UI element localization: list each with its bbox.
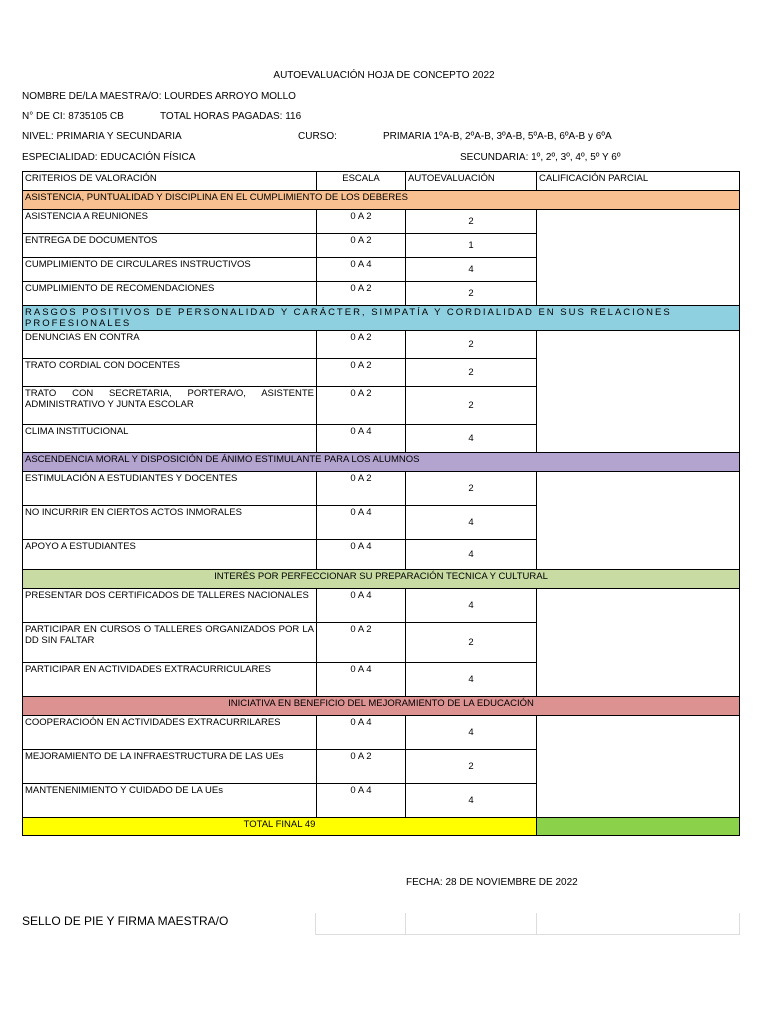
criterio-cell: MANTENENIMIENTO Y CUIDADO DE LA UEs [23, 784, 317, 818]
signature-cell [405, 913, 537, 935]
autoevaluacion-cell: 2 [406, 282, 537, 306]
criterio-cell: NO INCURRIR EN CIERTOS ACTOS INMORALES [23, 506, 317, 540]
autoevaluacion-cell: 4 [406, 589, 537, 623]
section-title: RASGOS POSITIVOS DE PERSONALIDAD Y CARÁCTER, SIMPATÍA Y CORDIALIDAD EN SUS RELACIONES PROFESIONALES [23, 306, 740, 331]
course-label: CURSO: [298, 131, 337, 142]
escala-cell: 0 A 2 [317, 387, 406, 425]
criterio-cell: PARTICIPAR EN CURSOS O TALLERES ORGANIZADOS POR LA DD SIN FALTAR [23, 623, 317, 663]
criterio-cell: DENUNCIAS EN CONTRA [23, 331, 317, 359]
table-row [23, 716, 740, 750]
section-header-row [23, 191, 740, 210]
table-row [23, 589, 740, 623]
criterio-cell: CUMPLIMIENTO DE RECOMENDACIONES [23, 282, 317, 306]
header-escala: ESCALA [317, 172, 406, 191]
escala-cell: 0 A 4 [317, 506, 406, 540]
escala-cell: 0 A 4 [317, 258, 406, 282]
section-title: INTERÉS POR PERFECCIONAR SU PREPARACIÓN TECNICA Y CULTURAL [23, 570, 740, 589]
autoevaluacion-cell: 2 [406, 331, 537, 359]
autoevaluacion-cell: 2 [406, 387, 537, 425]
table-row [23, 210, 740, 234]
total-final: TOTAL FINAL 49 [23, 818, 537, 836]
autoevaluacion-cell: 2 [406, 359, 537, 387]
escala-cell: 0 A 4 [317, 540, 406, 570]
autoevaluacion-cell: 2 [406, 623, 537, 663]
escala-cell: 0 A 4 [317, 589, 406, 623]
section-title: INICIATIVA EN BENEFICIO DEL MEJORAMIENTO DE LA EDUCACIÓN [23, 697, 740, 716]
header-calificacion: CALIFICACIÓN PARCIAL [537, 172, 740, 191]
calificacion-parcial-cell [537, 331, 740, 453]
signature-cell [536, 913, 740, 935]
autoevaluacion-cell: 4 [406, 663, 537, 697]
escala-cell: 0 A 2 [317, 623, 406, 663]
section-header-row [23, 697, 740, 716]
criterio-cell: PRESENTAR DOS CERTIFICADOS DE TALLERES NACIONALES [23, 589, 317, 623]
calificacion-parcial-cell [537, 210, 740, 306]
signature-label: SELLO DE PIE Y FIRMA MAESTRA/O [22, 914, 229, 928]
criterio-cell: PARTICIPAR EN ACTIVIDADES EXTRACURRICULARES [23, 663, 317, 697]
criterio-cell: ENTREGA DE DOCUMENTOS [23, 234, 317, 258]
table-row [23, 472, 740, 506]
header-autoevaluacion: AUTOEVALUACIÓN [406, 172, 537, 191]
autoevaluacion-cell: 4 [406, 784, 537, 818]
escala-cell: 0 A 4 [317, 784, 406, 818]
page-title: AUTOEVALUACIÓN HOJA DE CONCEPTO 2022 [273, 70, 495, 81]
calificacion-parcial-cell [537, 716, 740, 818]
autoevaluacion-cell: 2 [406, 472, 537, 506]
criterio-cell: CLIMA INSTITUCIONAL [23, 425, 317, 453]
section-title: ASISTENCIA, PUNTUALIDAD Y DISCIPLINA EN EL CUMPLIMIENTO DE LOS DEBERES [23, 191, 740, 210]
level: NIVEL: PRIMARIA Y SECUNDARIA [22, 131, 182, 142]
criterio-cell: APOYO A ESTUDIANTES [23, 540, 317, 570]
escala-cell: 0 A 2 [317, 750, 406, 784]
paid-hours: TOTAL HORAS PAGADAS: 116 [160, 111, 302, 122]
criterio-cell: COOPERACIOÓN EN ACTIVIDADES EXTRACURRILARES [23, 716, 317, 750]
total-calificacion-cell [537, 818, 740, 836]
escala-cell: 0 A 4 [317, 716, 406, 750]
course-primary: PRIMARIA 1ºA-B, 2ºA-B, 3ºA-B, 5ºA-B, 6ºA-B y 6ºA [383, 131, 612, 142]
calificacion-parcial-cell [537, 589, 740, 697]
section-header-row [23, 453, 740, 472]
autoevaluacion-cell: 1 [406, 234, 537, 258]
table-header-row [23, 172, 740, 191]
course-secondary: SECUNDARIA: 1º, 2º, 3º, 4º, 5º Y 6º [460, 152, 621, 163]
criterio-cell: MEJORAMIENTO DE LA INFRAESTRUCTURA DE LAS UEs [23, 750, 317, 784]
criterio-cell: TRATO CON SECRETARIA, PORTERA/O, ASISTENTE ADMINISTRATIVO Y JUNTA ESCOLAR [23, 387, 317, 425]
ci-number: N° DE CI: 8735105 CB [22, 111, 124, 122]
criterio-cell: TRATO CORDIAL CON DOCENTES [23, 359, 317, 387]
escala-cell: 0 A 2 [317, 282, 406, 306]
escala-cell: 0 A 4 [317, 425, 406, 453]
table-row [23, 331, 740, 359]
escala-cell: 0 A 4 [317, 663, 406, 697]
total-row [23, 818, 740, 836]
escala-cell: 0 A 2 [317, 210, 406, 234]
autoevaluacion-cell: 2 [406, 750, 537, 784]
escala-cell: 0 A 2 [317, 472, 406, 506]
autoevaluacion-cell: 4 [406, 258, 537, 282]
criterio-cell: CUMPLIMIENTO DE CIRCULARES INSTRUCTIVOS [23, 258, 317, 282]
signature-cell [315, 913, 406, 935]
autoevaluacion-cell: 4 [406, 506, 537, 540]
autoevaluacion-cell: 2 [406, 210, 537, 234]
section-header-row [23, 306, 740, 331]
header-criterios: CRITERIOS DE VALORACIÓN [23, 172, 317, 191]
criterio-cell: ESTIMULACIÓN A ESTUDIANTES Y DOCENTES [23, 472, 317, 506]
date: FECHA: 28 DE NOVIEMBRE DE 2022 [406, 877, 578, 888]
escala-cell: 0 A 2 [317, 234, 406, 258]
section-header-row [23, 570, 740, 589]
escala-cell: 0 A 2 [317, 331, 406, 359]
specialty: ESPECIALIDAD: EDUCACIÓN FÍSICA [22, 152, 196, 163]
autoevaluacion-cell: 4 [406, 540, 537, 570]
autoevaluacion-cell: 4 [406, 425, 537, 453]
calificacion-parcial-cell [537, 472, 740, 570]
escala-cell: 0 A 2 [317, 359, 406, 387]
teacher-name: NOMBRE DE/LA MAESTRA/O: LOURDES ARROYO MOLLO [22, 91, 296, 102]
criterio-cell: ASISTENCIA A REUNIONES [23, 210, 317, 234]
section-title: ASCENDENCIA MORAL Y DISPOSICIÓN DE ÁNIMO ESTIMULANTE PARA LOS ALUMNOS [23, 453, 740, 472]
autoevaluacion-cell: 4 [406, 716, 537, 750]
evaluation-table [22, 171, 740, 836]
